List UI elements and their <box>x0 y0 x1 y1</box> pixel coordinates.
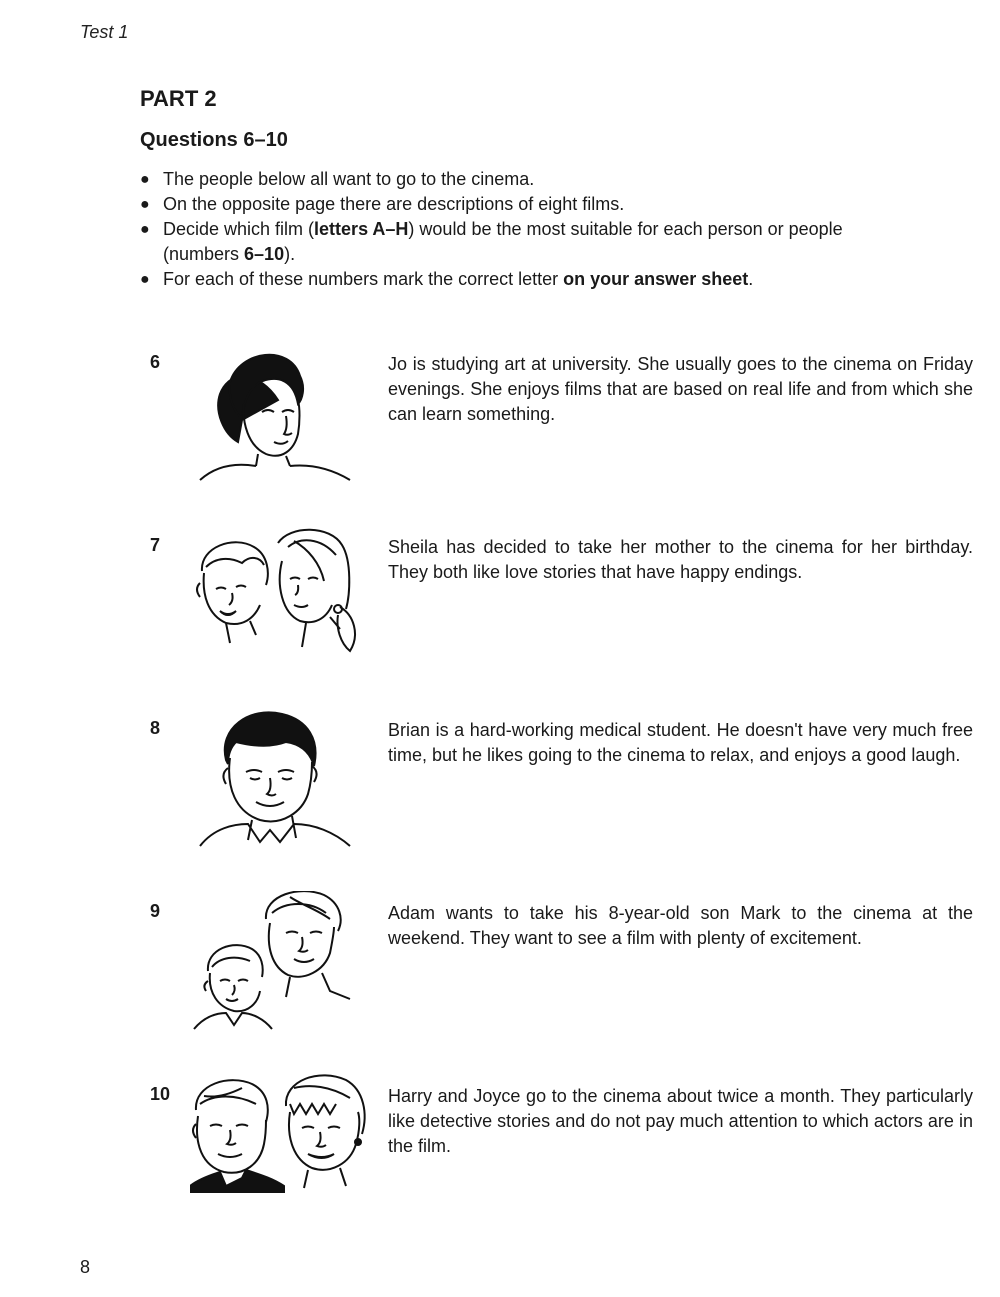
instruction-text: . <box>748 269 754 289</box>
running-head: Test 1 <box>80 22 129 42</box>
instruction-text: Decide which film ( <box>163 219 315 239</box>
question-7 <box>150 535 980 685</box>
instruction-item <box>140 192 860 217</box>
instruction-emphasis: letters A–H <box>314 219 409 239</box>
instruction-item <box>140 267 860 292</box>
question-text: Jo is studying art at university. She usually goes to the cinema on Friday evenings. She enjoys films that are based on real life and from which she can learn something. <box>388 354 973 424</box>
question-number: 8 <box>150 718 161 738</box>
instruction-text: On the opposite page there are descriptions of eight films. <box>163 194 625 214</box>
question-text: Sheila has decided to take her mother to the cinema for her birthday. They both like love stories that have happy endings. <box>388 537 973 582</box>
father-and-son-portrait-icon <box>190 891 370 1031</box>
young-woman-portrait-icon <box>190 342 370 482</box>
question-text: Adam wants to take his 8-year-old son Mark to the cinema at the weekend. They want to see a film with plenty of excitement. <box>388 903 973 948</box>
instruction-text: ). <box>284 244 296 264</box>
bullet-icon: ● <box>140 171 150 188</box>
question-10 <box>150 1084 980 1234</box>
question-number: 10 <box>150 1084 171 1104</box>
instruction-text: The people below all want to go to the cinema. <box>163 169 535 189</box>
bullet-icon: ● <box>140 271 150 288</box>
instruction-item <box>140 217 860 267</box>
part-title: PART 2 <box>140 86 217 111</box>
mother-and-daughter-portrait-icon <box>190 525 370 665</box>
young-man-portrait-icon <box>190 708 370 848</box>
question-number: 9 <box>150 901 161 921</box>
instruction-text: For each of these numbers mark the correct letter <box>163 269 564 289</box>
question-number: 7 <box>150 535 161 555</box>
question-8 <box>150 718 980 868</box>
instructions-list <box>140 167 860 292</box>
page-number: 8 <box>80 1257 91 1277</box>
bullet-icon: ● <box>140 221 150 238</box>
question-text: Brian is a hard-working medical student. He doesn't have very much free time, but he likes going to the cinema to relax, and enjoys a good laugh. <box>388 720 973 765</box>
bullet-icon: ● <box>140 196 150 213</box>
question-6 <box>150 352 980 502</box>
question-number: 6 <box>150 352 161 372</box>
instruction-text: ) would be the most suitable for each person or people (numbers <box>163 219 843 264</box>
instruction-item <box>140 167 860 192</box>
older-couple-portrait-icon <box>190 1074 370 1214</box>
instruction-emphasis: on your answer sheet <box>563 269 749 289</box>
instruction-emphasis: 6–10 <box>244 244 285 264</box>
question-text: Harry and Joyce go to the cinema about twice a month. They particularly like detective stories and do not pay much attention to which actors are in the film. <box>388 1086 973 1156</box>
question-9 <box>150 901 980 1051</box>
questions-title: Questions 6–10 <box>140 129 288 151</box>
